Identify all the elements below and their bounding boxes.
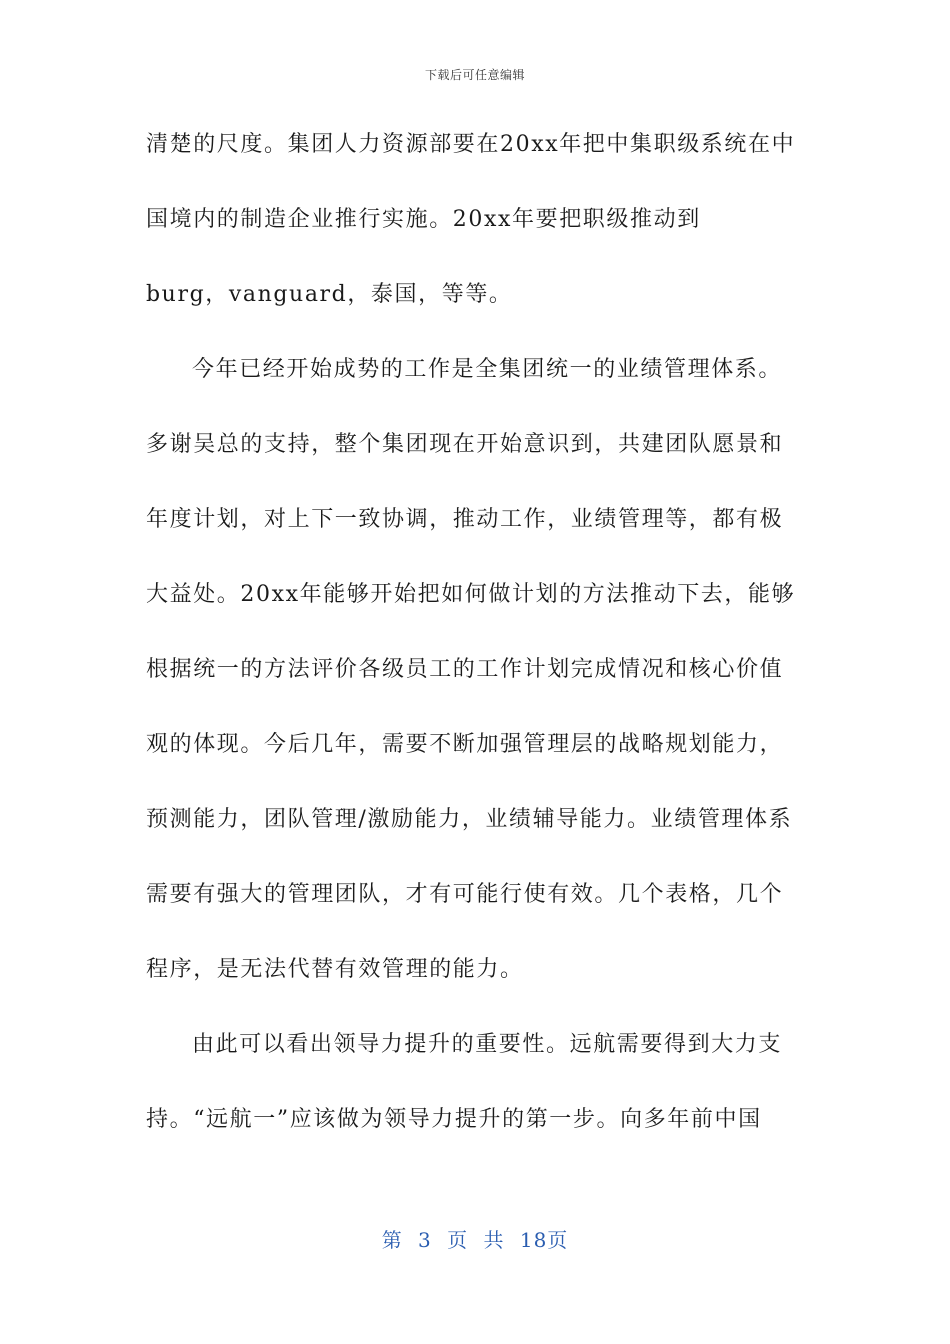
page-header: 下载后可任意编辑: [424, 68, 525, 82]
text-line: 根据统一的方法评价各级员工的工作计划完成情况和核心价值: [146, 657, 784, 682]
text-line: burg，vanguard，泰国，等等。: [146, 282, 513, 307]
text-line: 预测能力，团队管理/激励能力，业绩辅导能力。业绩管理体系: [146, 807, 793, 832]
text-line: 国境内的制造企业推行实施。20xx年要把职级推动到: [146, 207, 701, 232]
text-line: 程序，是无法代替有效管理的能力。: [146, 957, 524, 982]
text-line: 大益处。20xx年能够开始把如何做计划的方法推动下去，能够: [146, 582, 796, 607]
text-line: 持。“远航一”应该做为领导力提升的第一步。向多年前中国: [146, 1107, 762, 1132]
text-line: 清楚的尺度。集团人力资源部要在20xx年把中集职级系统在中: [146, 132, 796, 157]
text-line: 观的体现。今后几年，需要不断加强管理层的战略规划能力，: [146, 732, 784, 757]
current-page-number: 3: [418, 1228, 432, 1252]
document-body: [146, 122, 806, 1172]
text-line: 多谢吴总的支持，整个集团现在开始意识到，共建团队愿景和: [146, 432, 784, 457]
footer-ye: 页: [447, 1228, 469, 1252]
footer-di: 第: [381, 1228, 403, 1252]
total-pages: 18页: [519, 1228, 569, 1252]
footer-gong: 共: [483, 1228, 505, 1252]
paragraph-start-line: 由此可以看出领导力提升的重要性。远航需要得到大力支: [192, 1032, 783, 1057]
paragraph-start-line: 今年已经开始成势的工作是全集团统一的业绩管理体系。: [192, 357, 783, 382]
page-number-footer: [0, 1224, 950, 1253]
text-line: 年度计划，对上下一致协调，推动工作，业绩管理等，都有极: [146, 507, 784, 532]
text-line: 需要有强大的管理团队，才有可能行使有效。几个表格，几个: [146, 882, 784, 907]
